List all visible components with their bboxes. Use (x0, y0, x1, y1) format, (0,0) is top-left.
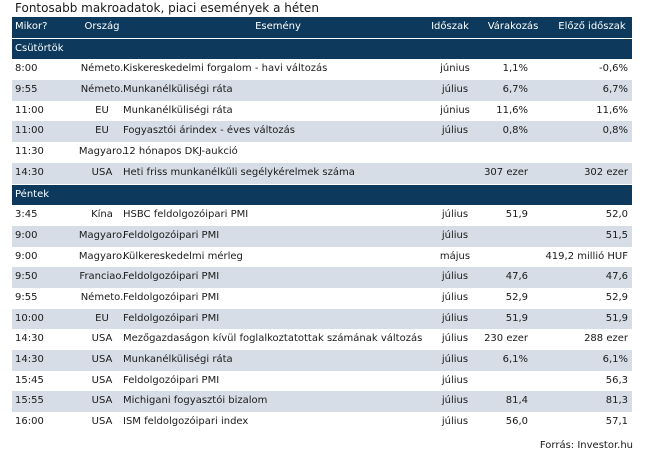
cell-previous: 81,3 (605, 395, 628, 407)
cell-period: július (441, 374, 469, 386)
cell-event: Feldolgozóipari PMI (123, 271, 220, 283)
cell-country: USA (91, 416, 113, 428)
cell-expected: 307 ezer (484, 166, 528, 178)
header-country: Ország (84, 21, 120, 32)
cell-previous: 302 ezer (584, 166, 628, 178)
day-label: Csütörtök (15, 42, 64, 54)
table-row (12, 350, 632, 371)
cell-country: Magyaro. (78, 250, 126, 262)
cell-time: 16:00 (15, 416, 44, 428)
cell-event: ISM feldolgozóipari index (123, 416, 249, 428)
header-previous: Előző időszak (558, 21, 626, 32)
cell-expected: 51,9 (505, 312, 528, 324)
cell-previous: 11,6% (596, 104, 628, 116)
cell-period: július (441, 229, 469, 241)
cell-time: 9:00 (15, 229, 38, 241)
macro-events-table (12, 17, 632, 433)
cell-country: USA (91, 354, 113, 365)
cell-expected: 51,9 (505, 209, 528, 221)
cell-event: Munkanélküliségi ráta (123, 104, 233, 116)
day-header-row (12, 38, 632, 60)
table-row (12, 121, 632, 142)
header-event: Esemény (255, 21, 301, 32)
cell-event: Feldolgozóipari PMI (123, 229, 220, 241)
cell-expected: 0,8% (502, 125, 528, 137)
cell-country: USA (91, 374, 113, 386)
cell-time: 15:55 (15, 395, 44, 407)
cell-event: Munkanélküliségi ráta (123, 354, 233, 365)
day-label: Péntek (15, 188, 50, 200)
cell-period: május (439, 250, 471, 262)
table-row (12, 247, 632, 268)
cell-expected: 11,6% (496, 104, 528, 116)
cell-country: Magyaro. (78, 146, 126, 158)
cell-time: 10:00 (15, 312, 44, 324)
cell-event: Heti friss munkanélküli segélykérelmek száma (123, 166, 355, 178)
cell-expected: 6,1% (502, 354, 528, 365)
cell-previous: 57,1 (605, 416, 628, 428)
cell-period: június (440, 104, 470, 116)
source-note: Forrás: Investor.hu (539, 440, 633, 451)
cell-event: Michigani fogyasztói bizalom (123, 395, 268, 407)
cell-period: július (441, 312, 469, 324)
header-expected: Várakozás (487, 21, 539, 32)
cell-time: 9:50 (15, 271, 38, 283)
table-row (12, 267, 632, 288)
cell-time: 14:30 (15, 333, 44, 345)
cell-event: HSBC feldolgozóipari PMI (123, 209, 249, 221)
table-row (12, 412, 632, 433)
table-row (12, 391, 632, 412)
cell-event: Feldolgozóipari PMI (123, 374, 220, 386)
cell-time: 9:00 (15, 250, 38, 262)
cell-expected: 47,6 (505, 271, 528, 283)
cell-event: 12 hónapos DKJ-aukció (123, 146, 238, 158)
table-row (12, 309, 632, 330)
cell-previous: -0,6% (598, 63, 628, 75)
table-row (12, 101, 632, 122)
cell-expected: 81,4 (505, 395, 528, 407)
cell-previous: 56,3 (605, 374, 628, 386)
cell-time: 11:00 (15, 104, 44, 116)
cell-expected: 6,7% (502, 84, 528, 96)
cell-period: július (441, 395, 469, 407)
table-row (12, 80, 632, 101)
header-time: Mikor? (15, 21, 48, 32)
cell-event: Munkanélküliségi ráta (123, 84, 233, 96)
day-header-row (12, 184, 632, 206)
table-row (12, 163, 632, 184)
cell-event: Külkereskedelmi mérleg (123, 250, 243, 262)
cell-time: 11:00 (15, 125, 44, 137)
cell-event: Feldolgozóipari PMI (123, 291, 220, 303)
cell-expected: 1,1% (502, 63, 528, 75)
cell-country: Kína (91, 209, 113, 221)
cell-event: Kiskereskedelmi forgalom - havi változás (123, 63, 328, 75)
cell-previous: 52,0 (605, 209, 628, 221)
cell-time: 15:45 (15, 374, 44, 386)
table-header-row (12, 17, 632, 38)
table-row (12, 205, 632, 226)
table-row (12, 142, 632, 163)
page-title: Fontosabb makroadatok, piaci események a héten (15, 1, 319, 15)
cell-country: USA (91, 333, 113, 345)
cell-previous: 51,5 (605, 229, 628, 241)
cell-time: 8:00 (15, 63, 38, 75)
cell-country: Franciao. (79, 271, 125, 283)
cell-previous: 0,8% (602, 125, 628, 137)
cell-period: július (441, 84, 469, 96)
header-period: Időszak (431, 21, 469, 32)
cell-event: Fogyasztói árindex - éves változás (123, 125, 295, 137)
cell-country: Németo. (80, 63, 124, 75)
cell-country: EU (95, 104, 109, 116)
cell-country: USA (91, 166, 113, 178)
cell-period: július (441, 333, 469, 345)
cell-expected: 56,0 (505, 416, 528, 428)
cell-period: július (441, 209, 469, 221)
cell-previous: 6,1% (602, 354, 628, 365)
cell-event: Feldolgozóipari PMI (123, 312, 220, 324)
cell-previous: 47,6 (605, 271, 628, 283)
cell-event: Mezőgazdaságon kívül foglalkoztatottak számának változás (123, 333, 423, 345)
cell-time: 11:30 (15, 146, 44, 158)
cell-previous: 51,9 (605, 312, 628, 324)
cell-period: július (441, 416, 469, 428)
cell-country: USA (91, 395, 113, 407)
table-row (12, 226, 632, 247)
cell-period: július (441, 354, 469, 365)
cell-time: 9:55 (15, 84, 38, 96)
cell-time: 3:45 (15, 209, 38, 221)
cell-expected: 52,9 (505, 291, 528, 303)
cell-country: EU (95, 125, 109, 137)
cell-previous: 288 ezer (584, 333, 628, 345)
table-row (12, 329, 632, 350)
cell-time: 14:30 (15, 354, 44, 365)
cell-country: Németo. (80, 291, 124, 303)
cell-previous: 6,7% (602, 84, 628, 96)
table-row (12, 371, 632, 392)
table-row (12, 288, 632, 309)
cell-period: június (440, 63, 470, 75)
cell-previous: 52,9 (605, 291, 628, 303)
cell-time: 9:55 (15, 291, 38, 303)
cell-period: július (441, 291, 469, 303)
table-body (12, 38, 632, 433)
cell-expected: 230 ezer (484, 333, 528, 345)
cell-period: július (441, 271, 469, 283)
table-row (12, 59, 632, 80)
cell-time: 14:30 (15, 166, 44, 178)
cell-country: EU (95, 312, 109, 324)
cell-period: július (441, 125, 469, 137)
cell-country: Magyaro. (78, 229, 126, 241)
cell-previous: 419,2 millió HUF (545, 250, 628, 262)
cell-country: Németo. (80, 84, 124, 96)
